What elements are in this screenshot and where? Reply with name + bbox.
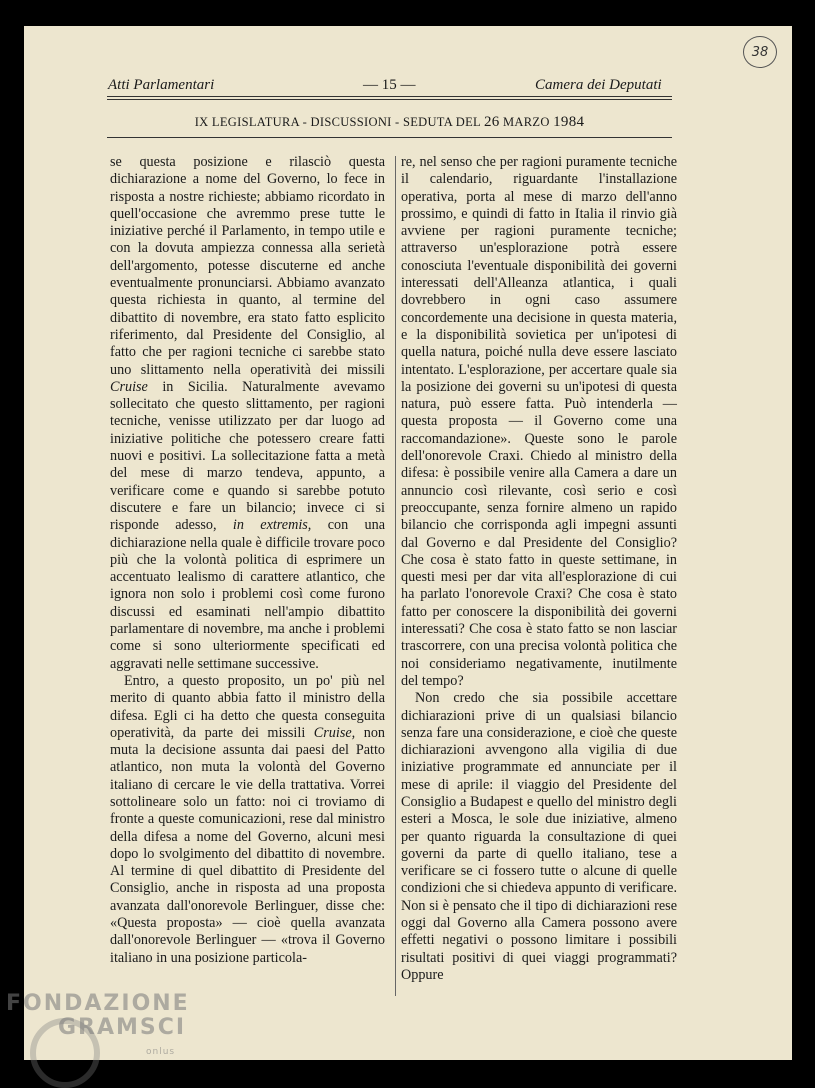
session-year: 1984: [553, 114, 585, 130]
left-column: [110, 154, 385, 967]
session-subheader: [107, 114, 672, 130]
header-rule-top: [107, 96, 672, 97]
watermark: [6, 992, 190, 1064]
session-month: MARZO: [503, 115, 550, 129]
watermark-line-2: GRAMSCI: [58, 1015, 187, 1040]
right-column: [401, 154, 677, 984]
left-paragraph-1: se questa posizione e rilasciò questa dichiarazione a nome del Governo, lo fece in risposta a nostre richieste; abbiamo ricordato in quell'occasione che avremmo prese tutte le iniziative perché il Parlamento, in tempo utile e con la dovuta ampiezza connessa alla serietà dell'argomento, potesse discuterne ed anche eventualmente pronunciarsi. Abbiamo avanzato questa richiesta in quanto, al termine del dibattito di novembre, era stato fatto esplicito riferimento, dal Presidente del Consiglio, al fatto che per ragioni tecniche ci sarebbe stato uno slittamento nella operatività dei missili Cruise in Sicilia. Naturalmente avevamo sollecitato che questo slittamento, per ragioni tecniche, venisse utilizzato per dar luogo ad iniziative politiche che potessero creare fatti nuovi e positivi. La sollecitazione fatta a metà del mese di marzo tendeva, appunto, a verificare come e quando si sarebbe potuto discutere e fare un bilancio; invece ci si risponde adesso, in extremis, con una dichiarazione nella quale è difficile trovare poco più che la volontà politica di esprimere un accentuato lealismo di carattere atlantico, che ignora non solo i problemi così come furono discussi ed esaminati nell'ampio dibattito parlamentare di novembre, ma anche i problemi come si sono ulteriormente specificati ed aggravati nelle settimane successive.: [110, 154, 386, 672]
header-page-number: — 15 —: [363, 77, 416, 93]
header-right: Camera dei Deputati: [535, 77, 662, 93]
watermark-line-3: onlus: [146, 1047, 176, 1057]
session-label: IX LEGISLATURA - DISCUSSIONI - SEDUTA DEL: [194, 115, 481, 129]
subheader-rule: [107, 137, 672, 138]
archive-page-mark: [743, 36, 777, 68]
right-paragraph-1: re, nel senso che per ragioni puramente tecniche il calendario, riguardante l'installazione operativa, porta al mese di marzo dell'anno prossimo, e quindi di fatto in Italia il rinvio già avviene per ragioni puramente tecniche; attraverso un'esplorazione potrà essere conosciuta l'eventuale disponibilità dei governi interessati dell'Alleanza atlantica, i quali dovrebbero in ogni caso assumere concordemente una decisione in questa materia, e la disponibilità sovietica per un'ipotesi di quella natura, poiché nulla deve essere lasciato intentato. L'esplorazione, per accertare quale sia la posizione dei governi su un'ipotesi di questa natura, può essere fatta. Può intenderla — questa proposta — il Governo come una raccomandazione». Queste sono le parole dell'onorevole Craxi. Chiedo al ministro della difesa: è possibile venire alla Camera a dare un annuncio così rilevante, così serio e così preoccupante, senza fornire almeno un rapido bilancio che corrisponda agli impegni assunti dal Governo e dal Presidente del Consiglio? Che cosa è stato fatto in queste settimane, in questi mesi per dar vita all'esplorazione di cui ha parlato l'onorevole Craxi? Che cosa è stato fatto per conoscere la disponibilità dei governi interessati? Che cosa è stato fatto se non lasciar trascorrere, con una precisa volontà politica che noi consideriamo negativamente, inutilmente del tempo?: [401, 154, 677, 689]
header-left: Atti Parlamentari: [108, 77, 215, 93]
left-paragraph-2: Entro, a questo proposito, un po' più nel merito di quanto abbia fatto il ministro della difesa. Egli ci ha detto che questa conseguita operatività, da parte dei missili Cruise, non muta la decisione assunta dai paesi del Patto atlantico, non muta la volontà del Governo italiano di cercare le vie della trattativa. Vorrei sottolineare solo un fatto: noi ci troviamo di fronte a queste comunicazioni, rese dal ministro della difesa a nome del Governo, alcuni mesi dopo lo svolgimento del dibattito di novembre. Al termine di quel dibattito di Presidente del Consiglio, anche in risposta ad una proposta avanzata dall'onorevole Berlinguer, disse che: «Questa proposta» — cioè quella avanzata dall'onorevole Berlinguer — «trova il Governo italiano in una posizione particola-: [110, 672, 385, 966]
header-rule-bottom: [107, 99, 672, 100]
session-day: 26: [483, 114, 500, 130]
watermark-line-1: FONDAZIONE: [6, 991, 190, 1016]
right-paragraph-2: Non credo che sia possibile accettare dichiarazioni prive di un qualsiasi bilancio senza fare una considerazione, e cioè che queste dichiarazioni avvengono alla vigilia di due iniziative programmate ed annunciate per il mese di aprile: il viaggio del Presidente del Consiglio a Budapest e quello del ministro degli esteri a Mosca, le sole due iniziative, almeno per quanto riguarda la consultazione di quei governi da parte di quello italiano, tese a verificare se ci fossero tutte o alcune di quelle condizioni che si chiedeva appunto di verificare. Non si è pensato che il tipo di dichiarazioni rese oggi dal Governo alla Camera possono avere effetti negativi o possono limitare i possibili risultati positivi di quei viaggi programmati? Oppure: [401, 690, 677, 983]
archive-mark-text: 38: [751, 44, 769, 60]
column-divider: [395, 156, 396, 996]
